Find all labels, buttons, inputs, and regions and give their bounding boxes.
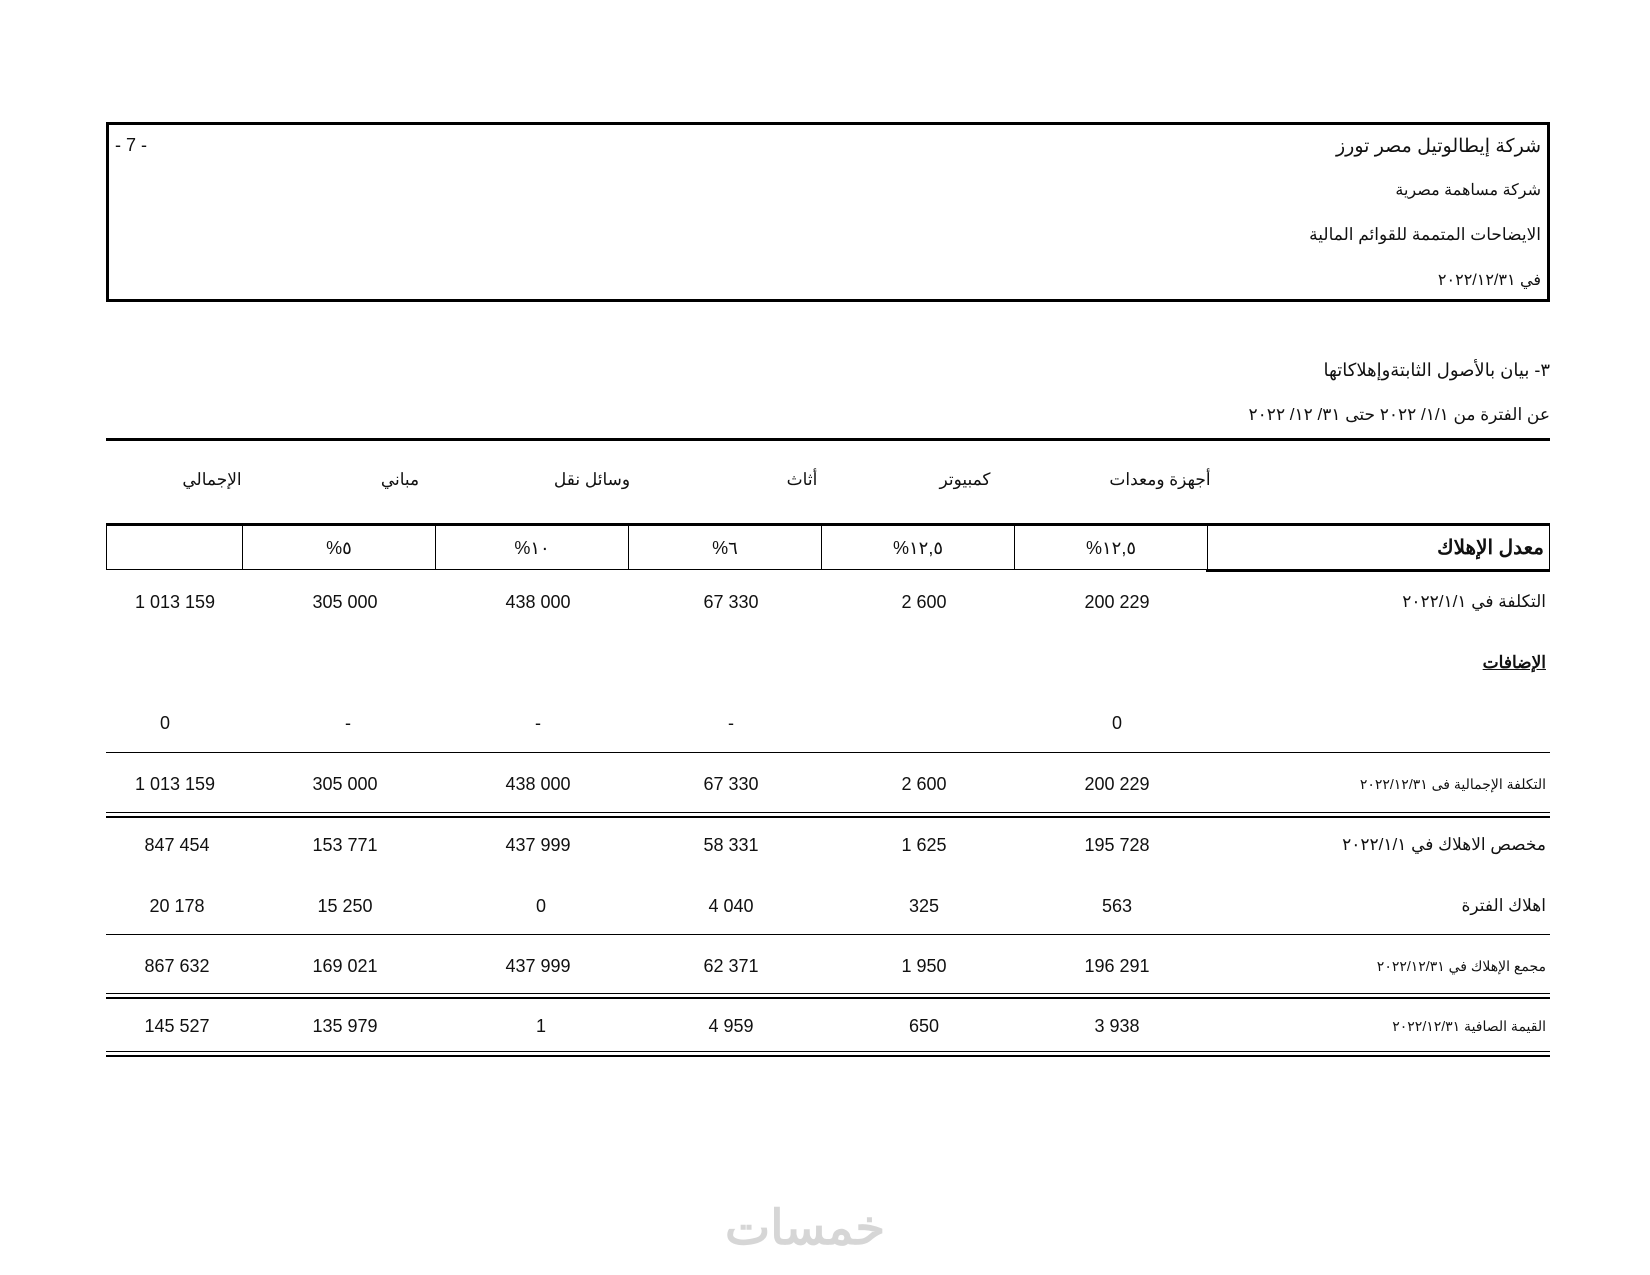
- double-rule-bottom: [106, 816, 1550, 818]
- company-type: شركة مساهمة مصرية: [1395, 182, 1541, 199]
- table-top-rule: [106, 438, 1550, 441]
- cell-computer: 325: [908, 896, 940, 916]
- row-label: مخصص الاهلاك في ٢٠٢٢/١/١: [1342, 835, 1546, 854]
- col-header-computer: كمبيوتر: [939, 470, 991, 489]
- table-row-total-cost: [106, 764, 1550, 804]
- cell-computer: 1 950: [901, 956, 947, 976]
- cell-computer: 2 600: [901, 592, 947, 612]
- watermark-logo: خمسات: [725, 1202, 886, 1255]
- cell-equipment: 200 229: [1084, 774, 1150, 794]
- report-header-box: [106, 122, 1550, 302]
- double-rule-2-bottom: [106, 997, 1550, 999]
- cell-equipment: 563: [1101, 896, 1133, 916]
- cell-equipment: 0: [1111, 713, 1122, 733]
- col-header-total: الإجمالي: [182, 470, 242, 489]
- col-header-vehicles: وسائل نقل: [553, 470, 631, 489]
- table-row-dep-provision: [106, 825, 1550, 865]
- cell-equipment: 3 938: [1094, 1016, 1140, 1036]
- additions-heading-row: [106, 643, 1550, 683]
- table-row-cost-start: [106, 582, 1550, 622]
- cell-vehicles: 438 000: [505, 774, 571, 794]
- cell-vehicles: 1: [535, 1016, 546, 1036]
- cell-furniture: 4 040: [708, 896, 754, 916]
- row-label: التكلفة الإجمالية فى ٢٠٢٢/١٢/٣١: [1359, 776, 1546, 792]
- cell-vehicles: -: [535, 713, 541, 733]
- table-row-period-dep: [106, 886, 1550, 926]
- cell-vehicles: 437 999: [505, 835, 571, 855]
- cell-buildings: 153 771: [312, 835, 378, 855]
- cell-computer: 1 625: [901, 835, 947, 855]
- row-label: مجمع الإهلاك في ٢٠٢٢/١٢/٣١: [1376, 958, 1546, 974]
- table-row-additions: [106, 703, 1550, 743]
- rate-computer: %١٢,٥: [821, 526, 1014, 570]
- cell-vehicles: 0: [535, 896, 546, 916]
- rate-equipment: %١٢,٥: [1014, 526, 1207, 570]
- row-label: اهلاك الفترة: [1461, 896, 1546, 915]
- double-rule-3-bottom: [106, 1055, 1550, 1057]
- rule-after-period-dep: [106, 934, 1550, 935]
- rate-total: [106, 526, 242, 570]
- cell-buildings: 305 000: [312, 592, 378, 612]
- double-rule-2-top: [106, 993, 1550, 994]
- cell-total: 1 013 159: [134, 774, 216, 794]
- col-header-equipment: أجهزة ومعدات: [1109, 470, 1211, 489]
- cell-buildings: 15 250: [317, 896, 373, 916]
- rate-furniture: %٦: [628, 526, 821, 570]
- additions-heading: الإضافات: [1482, 653, 1546, 672]
- cell-furniture: 4 959: [708, 1016, 754, 1036]
- company-name: شركة إيطالوتيل مصر تورز: [1335, 136, 1541, 157]
- cell-total: 867 632: [144, 956, 210, 976]
- cell-equipment: 195 728: [1084, 835, 1150, 855]
- report-title: الايضاحات المتممة للقوائم المالية: [1309, 225, 1541, 244]
- cell-computer: 2 600: [901, 774, 947, 794]
- cell-furniture: 58 331: [703, 835, 759, 855]
- double-rule-3-top: [106, 1051, 1550, 1052]
- depreciation-rate-row: [106, 523, 1550, 570]
- cell-buildings: 305 000: [312, 774, 378, 794]
- cell-vehicles: 438 000: [505, 592, 571, 612]
- cell-equipment: 200 229: [1084, 592, 1150, 612]
- cell-total: 145 527: [144, 1016, 210, 1036]
- rate-buildings: %٥: [242, 526, 435, 570]
- cell-computer: 650: [908, 1016, 940, 1036]
- col-header-furniture: أثاث: [786, 470, 818, 489]
- section-period: عن الفترة من ١/١/ ٢٠٢٢ حتى ٣١/ ١٢/ ٢٠٢٢: [1248, 405, 1550, 424]
- cell-total: 20 178: [149, 896, 205, 916]
- rule-after-additions: [106, 752, 1550, 753]
- double-rule-top: [106, 812, 1550, 813]
- cell-buildings: -: [345, 713, 351, 733]
- page-number: - 7 -: [115, 135, 148, 155]
- cell-furniture: 67 330: [703, 774, 759, 794]
- cell-total: 1 013 159: [134, 592, 216, 612]
- cell-buildings: 169 021: [312, 956, 378, 976]
- cell-total: 0: [159, 713, 170, 733]
- cell-total: 847 454: [144, 835, 210, 855]
- section-title: ٣- بيان بالأصول الثابتةوإهلاكاتها: [1323, 360, 1550, 380]
- cell-furniture: 62 371: [703, 956, 759, 976]
- cell-buildings: 135 979: [312, 1016, 378, 1036]
- row-label: القيمة الصافية ٢٠٢٢/١٢/٣١: [1392, 1018, 1546, 1034]
- table-row-net-value: [106, 1006, 1550, 1046]
- cell-vehicles: 437 999: [505, 956, 571, 976]
- table-row-accum-dep: [106, 946, 1550, 986]
- report-date: في ٢٠٢٢/١٢/٣١: [1437, 272, 1541, 289]
- cell-equipment: 196 291: [1084, 956, 1150, 976]
- rate-vehicles: %١٠: [435, 526, 628, 570]
- cell-furniture: 67 330: [703, 592, 759, 612]
- rate-label: معدل الإهلاك: [1437, 537, 1544, 559]
- col-header-buildings: مباني: [380, 470, 420, 489]
- cell-furniture: -: [728, 713, 734, 733]
- row-label: التكلفة في ٢٠٢٢/١/١: [1402, 592, 1546, 611]
